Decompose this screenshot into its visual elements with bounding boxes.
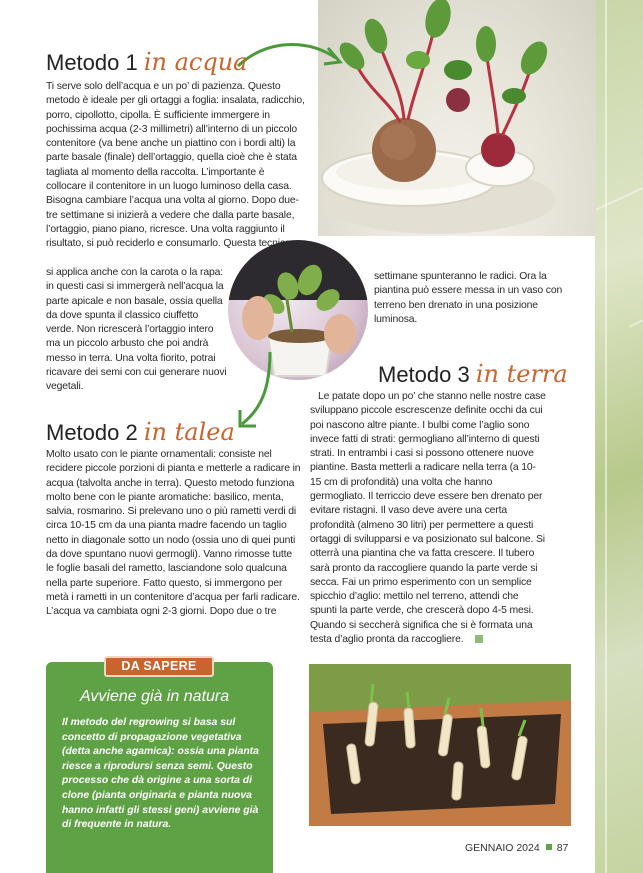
metodo3-text [310, 390, 546, 647]
garlic-illustration [309, 664, 571, 826]
metodo1-text-b: si applica anche con la carota o la rapa: in questi casi si immergerà nell’acqua la parte apicale e non basale, ossia quella da dove spunta il classico ciuffetto verde. Non ricrescerà l’ortaggio intero ma un piccolo arbusto che poi andrà messo in terra. Una volta fiorito, potrai ricavare dei semi con cui generare nuovi vegetali. [46, 267, 227, 393]
issue-date: GENNAIO 2024 [465, 842, 540, 854]
garlic-planter-photo [309, 664, 571, 826]
page-footer [465, 842, 568, 854]
info-box-badge: DA SAPERE [104, 656, 214, 677]
leaf-background-strip [595, 0, 643, 873]
metodo2-title-accent: in talea [143, 418, 235, 446]
metodo2-continuation-text: settimane spunteranno le radici. Ora la piantina può essere messa in un vaso con terreno ben drenato in una posizione luminosa. [374, 271, 563, 325]
metodo2-title-plain: Metodo 2 [46, 420, 144, 445]
metodo2-title [46, 418, 235, 446]
metodo3-title-accent: in terra [475, 360, 568, 388]
beets-in-water-photo [318, 0, 596, 236]
metodo1-title-plain: Metodo 1 [46, 50, 144, 75]
metodo1-text-a: Ti serve solo dell’acqua e un po’ di pazienza. Questo metodo è ideale per gli ortaggi a foglia: insalata, radicchio, porro, cipollotto, cipolla. È sufficiente immergere in pochissima acqua (2-3 millimetri) all’interno di un piccolo contenitore (va bene anche un piattino con i bordi alti) la parte basale (finale) dell’ortaggio, quella cioè che è stata tagliata al momento della raccolta. L’importante è collocare il contenitore in un luogo luminoso della casa. Bisogna cambiare l’acqua una volta al giorno. Dopo due- tre settimane si inizierà a vedere che dalla parte basale, l’ortaggio, piano piano, ricresce. Una volta raggiunto il risultato, si può reciderlo e consumarlo. Questa tecnica [46, 81, 305, 250]
metodo1-title [46, 48, 247, 76]
end-of-article-square [475, 635, 483, 643]
metodo1-title-accent: in acqua [143, 48, 248, 76]
info-box-title: Avviene già in natura [80, 688, 230, 705]
page-number: 87 [556, 842, 569, 854]
info-box-text: Il metodo del regrowing si basa sul concetto di propagazione vegetativa (detta anche agamica): ossia una pianta riesce a riprodursi senza semi. Questo processo che dà origine a una sorta di clone (pianta originaria e pianta nuova hanno infatti gli stessi geni) avviene già di frequente in natura. [62, 717, 259, 831]
metodo3-text-content: Le patate dopo un po’ che stanno nelle nostre case sviluppano piccole escrescenze definite occhi da cui poi nascono altre piante. I bulbi come l’aglio sono invece fatti di strati: germogliano all’interno di questi strati. In entrambi i casi si possono ottenere nuove piantine. Basta metterli a radicare nella terra (a 10-15 cm di profondità) una volta che hanno germogliato. Il terriccio deve essere ben drenato per evitare ristagni. Il vaso deve avere una certa profondità (almeno 30 litri) per permettere a questi ortaggi di svilupparsi e va posizionato sul balcone. Si otterrà una piantina che va fatta crescere. Il tubero sarà pronto da raccogliere quando la parte verde si secca. Fai un primo esperimento con un semplice spicchio d’aglio: mettilo nel terreno, attendi che spunti la parte verde, che crescerà dopo 4-5 mesi. Quando si seccherà significa che si è formata una testa d’aglio pronta da raccogliere. [310, 391, 546, 646]
metodo3-title [378, 360, 568, 388]
arrow-to-beets-icon [236, 36, 346, 76]
beets-illustration [318, 0, 596, 236]
arrow-to-metodo2-icon [236, 350, 276, 430]
metodo2-text: Molto usato con le piante ornamentali: consiste nel recidere piccole porzioni di pianta e metterle a radicare in acqua (talvolta anche in terra). Questo metodo funziona molto bene con le piante aromatiche: basilico, menta, salvia, rosmarino. Si prelevano uno o più rametti verdi di circa 10-15 cm da una pianta madre facendo un taglio netto in diagonale sotto un nodo (ossia uno di quei punti da dove spuntano nuovi germogli). Vanno rimosse tutte le foglie basali del rametto, lasciandone solo qualcuna nella parte superiore. Fatto questo, si immergono per metà i rametti in un contenitore d’acqua per farli radicare. L’acqua va cambiata ogni 2-3 giorni. Dopo due o tre [46, 449, 301, 618]
metodo3-title-plain: Metodo 3 [378, 362, 476, 387]
footer-separator-square [546, 844, 552, 850]
